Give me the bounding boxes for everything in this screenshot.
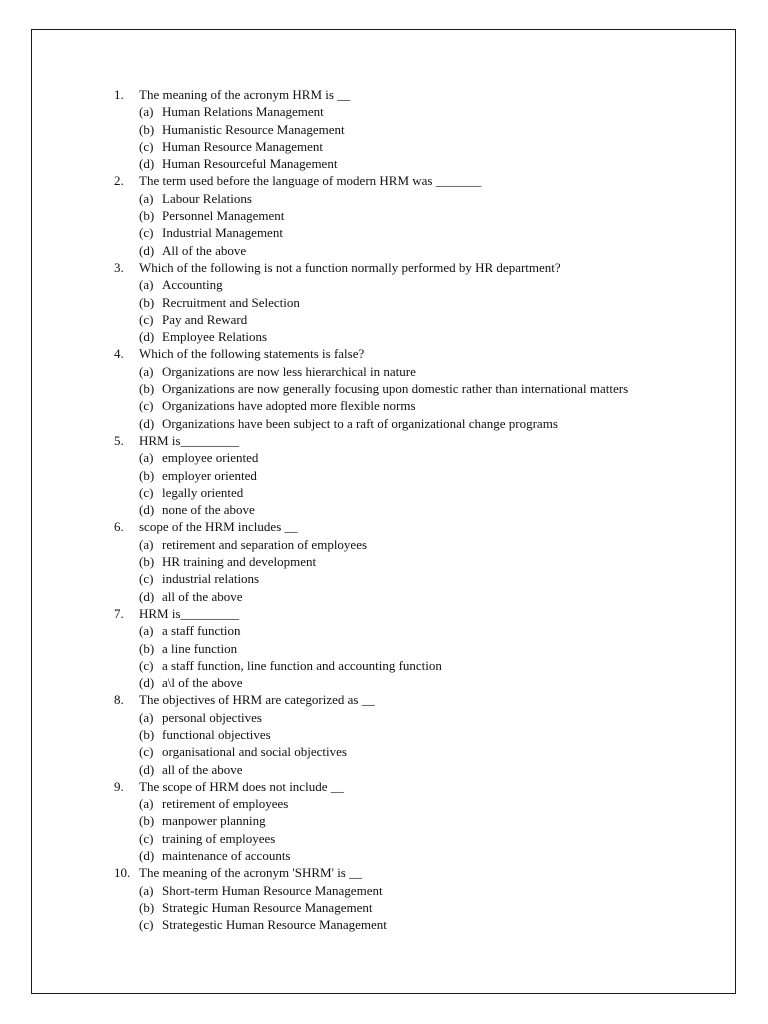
- answer-option: [114, 674, 714, 691]
- option-text: none of the above: [162, 502, 255, 518]
- option-letter: (b): [139, 381, 155, 397]
- answer-option: [114, 916, 714, 933]
- option-text: Organizations have been subject to a raft of organizational change programs: [162, 415, 558, 431]
- answer-option: [114, 397, 714, 414]
- option-letter: (d): [139, 502, 155, 518]
- option-letter: (a): [139, 104, 154, 120]
- option-letter: (c): [139, 657, 154, 673]
- answer-option: [114, 882, 714, 899]
- answer-option: [114, 449, 714, 466]
- option-text: Recruitment and Selection: [162, 294, 300, 310]
- answer-option: [114, 328, 714, 345]
- option-letter: (c): [139, 917, 154, 933]
- option-text: employee oriented: [162, 450, 259, 466]
- question-text: The meaning of the acronym 'SHRM' is __: [139, 865, 363, 881]
- option-letter: (d): [139, 588, 155, 604]
- option-letter: (a): [139, 450, 154, 466]
- option-letter: (c): [139, 830, 154, 846]
- option-text: Organizations have adopted more flexible norms: [162, 398, 416, 414]
- question-number: 9.: [114, 778, 124, 794]
- option-letter: (a): [139, 536, 154, 552]
- answer-option: [114, 276, 714, 293]
- question-1: [114, 86, 714, 103]
- option-text: employer oriented: [162, 467, 257, 483]
- option-text: retirement and separation of employees: [162, 536, 368, 552]
- option-letter: (b): [139, 640, 155, 656]
- question-text: The scope of HRM does not include __: [139, 778, 344, 794]
- option-letter: (b): [139, 899, 155, 915]
- option-letter: (b): [139, 467, 155, 483]
- option-text: all of the above: [162, 588, 243, 604]
- option-text: training of employees: [162, 830, 276, 846]
- option-text: Organizations are now generally focusing upon domestic rather than international matters: [162, 381, 629, 397]
- option-text: organisational and social objectives: [162, 744, 347, 760]
- question-text: The term used before the language of modern HRM was _______: [139, 173, 482, 189]
- option-text: Industrial Management: [162, 225, 283, 241]
- answer-option: [114, 830, 714, 847]
- question-8: [114, 691, 714, 708]
- option-letter: (a): [139, 796, 154, 812]
- question-6: [114, 518, 714, 535]
- answer-option: [114, 847, 714, 864]
- option-letter: (d): [139, 329, 155, 345]
- option-letter: (b): [139, 726, 155, 742]
- option-text: retirement of employees: [162, 796, 289, 812]
- option-letter: (d): [139, 156, 155, 172]
- answer-option: [114, 138, 714, 155]
- answer-option: [114, 640, 714, 657]
- option-text: Strategestic Human Resource Management: [162, 917, 387, 933]
- option-text: Human Resourceful Management: [162, 156, 338, 172]
- option-letter: (d): [139, 242, 155, 258]
- option-letter: (a): [139, 190, 154, 206]
- option-letter: (a): [139, 882, 154, 898]
- answer-option: [114, 242, 714, 259]
- answer-option: [114, 536, 714, 553]
- answer-option: [114, 709, 714, 726]
- option-letter: (a): [139, 277, 154, 293]
- answer-option: [114, 588, 714, 605]
- question-text: scope of the HRM includes __: [139, 519, 298, 535]
- option-text: a staff function, line function and accounting function: [162, 657, 442, 673]
- answer-option: [114, 311, 714, 328]
- option-letter: (c): [139, 225, 154, 241]
- option-letter: (b): [139, 121, 155, 137]
- answer-option: [114, 190, 714, 207]
- option-text: HR training and development: [162, 554, 317, 570]
- question-number: 4.: [114, 346, 124, 362]
- question-5: [114, 432, 714, 449]
- option-text: legally oriented: [162, 484, 244, 500]
- answer-option: [114, 570, 714, 587]
- answer-option: [114, 155, 714, 172]
- question-3: [114, 259, 714, 276]
- question-text: The objectives of HRM are categorized as __: [139, 692, 375, 708]
- question-number: 8.: [114, 692, 124, 708]
- option-letter: (d): [139, 415, 155, 431]
- option-text: a\l of the above: [162, 675, 243, 691]
- answer-option: [114, 553, 714, 570]
- question-7: [114, 605, 714, 622]
- question-number: 7.: [114, 605, 124, 621]
- answer-option: [114, 812, 714, 829]
- option-letter: (c): [139, 571, 154, 587]
- question-text: Which of the following statements is false?: [139, 346, 365, 362]
- option-letter: (a): [139, 623, 154, 639]
- option-letter: (b): [139, 554, 155, 570]
- option-letter: (c): [139, 311, 154, 327]
- option-text: Labour Relations: [162, 190, 252, 206]
- answer-option: [114, 207, 714, 224]
- answer-option: [114, 103, 714, 120]
- option-letter: (a): [139, 709, 154, 725]
- option-text: personal objectives: [162, 709, 262, 725]
- option-text: Employee Relations: [162, 329, 268, 345]
- option-text: all of the above: [162, 761, 243, 777]
- question-2: [114, 172, 714, 189]
- option-text: maintenance of accounts: [162, 848, 291, 864]
- question-text: HRM is_________: [139, 605, 240, 621]
- option-text: Organizations are now less hierarchical in nature: [162, 363, 416, 379]
- answer-option: [114, 501, 714, 518]
- answer-option: [114, 743, 714, 760]
- answer-option: [114, 121, 714, 138]
- question-text: Which of the following is not a function normally performed by HR department?: [139, 259, 561, 275]
- answer-option: [114, 761, 714, 778]
- question-number: 6.: [114, 519, 124, 535]
- option-letter: (b): [139, 208, 155, 224]
- option-text: All of the above: [162, 242, 247, 258]
- answer-option: [114, 415, 714, 432]
- answer-option: [114, 380, 714, 397]
- option-letter: (b): [139, 294, 155, 310]
- option-letter: (c): [139, 484, 154, 500]
- answer-option: [114, 224, 714, 241]
- question-number: 1.: [114, 87, 124, 102]
- question-10: [114, 864, 714, 881]
- option-text: industrial relations: [162, 571, 260, 587]
- answer-option: [114, 484, 714, 501]
- option-letter: (d): [139, 675, 155, 691]
- question-number: 3.: [114, 259, 124, 275]
- question-number: 10.: [114, 865, 131, 881]
- answer-option: [114, 622, 714, 639]
- option-letter: (c): [139, 398, 154, 414]
- answer-option: [114, 726, 714, 743]
- question-list: [114, 86, 714, 934]
- question-text: The meaning of the acronym HRM is __: [139, 87, 351, 102]
- answer-option: [114, 795, 714, 812]
- option-text: Humanistic Resource Management: [162, 121, 345, 137]
- option-text: Short-term Human Resource Management: [162, 882, 383, 898]
- question-9: [114, 778, 714, 795]
- option-text: a staff function: [162, 623, 241, 639]
- option-letter: (b): [139, 813, 155, 829]
- option-letter: (d): [139, 848, 155, 864]
- option-text: Human Resource Management: [162, 138, 324, 154]
- option-letter: (a): [139, 363, 154, 379]
- option-text: functional objectives: [162, 726, 271, 742]
- question-text: HRM is_________: [139, 432, 240, 448]
- option-text: Pay and Reward: [162, 311, 248, 327]
- answer-option: [114, 657, 714, 674]
- question-number: 2.: [114, 173, 124, 189]
- option-text: Human Relations Management: [162, 104, 324, 120]
- question-number: 5.: [114, 432, 124, 448]
- option-text: Strategic Human Resource Management: [162, 899, 373, 915]
- option-text: Accounting: [162, 277, 223, 293]
- option-text: Personnel Management: [162, 208, 285, 224]
- answer-option: [114, 363, 714, 380]
- option-letter: (c): [139, 138, 154, 154]
- answer-option: [114, 294, 714, 311]
- option-letter: (c): [139, 744, 154, 760]
- answer-option: [114, 899, 714, 916]
- option-text: a line function: [162, 640, 238, 656]
- question-4: [114, 345, 714, 362]
- answer-option: [114, 467, 714, 484]
- option-text: manpower planning: [162, 813, 266, 829]
- option-letter: (d): [139, 761, 155, 777]
